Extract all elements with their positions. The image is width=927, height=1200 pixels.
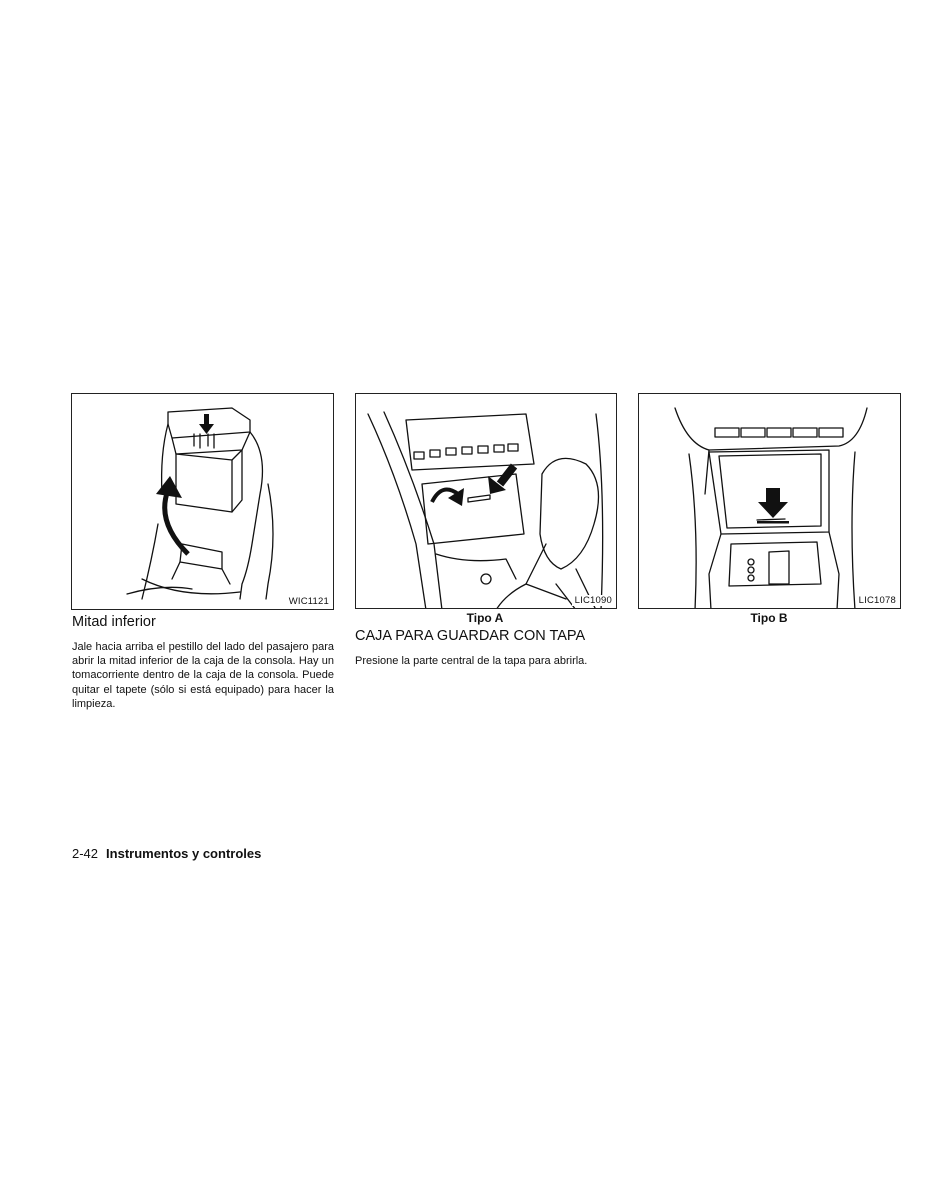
console-lid-type-a-icon (356, 394, 617, 609)
figure-storage-box-type-a (355, 393, 617, 609)
section-body-lower-half: Jale hacia arriba el pestillo del lado del pasajero para abrir la mitad inferior de la caja de la consola. Hay un tomacorriente dentro de la caja de la consola. Puede quitar el tapete (sólo si está equipado) para hacer la limpieza. (72, 641, 334, 710)
section-title-storage-box: CAJA PARA GUARDAR CON TAPA (355, 628, 586, 644)
rotate-arrow-icon (432, 488, 464, 506)
press-down-arrow-icon (757, 488, 789, 524)
figure-console-lower-half (71, 393, 334, 610)
figure-code: LIC1078 (856, 595, 896, 606)
console-lid-type-b-icon (639, 394, 901, 609)
page-number: 2-42 (72, 846, 99, 861)
press-arrow-icon (488, 466, 514, 494)
figure-caption-type-b: Tipo B (750, 611, 788, 625)
figure-storage-box-type-b (638, 393, 901, 609)
footer-section-title: Instrumentos y controles (106, 846, 262, 861)
figure-caption-type-a: Tipo A (466, 611, 504, 625)
figure-code: LIC1090 (572, 595, 612, 606)
console-box-open-icon (72, 394, 334, 610)
page-footer (72, 846, 261, 861)
section-title-lower-half: Mitad inferior (72, 614, 156, 630)
curved-up-arrow-icon (156, 476, 188, 554)
section-body-storage-box: Presione la parte central de la tapa para abrirla. (355, 655, 588, 667)
figure-code: WIC1121 (286, 596, 329, 607)
